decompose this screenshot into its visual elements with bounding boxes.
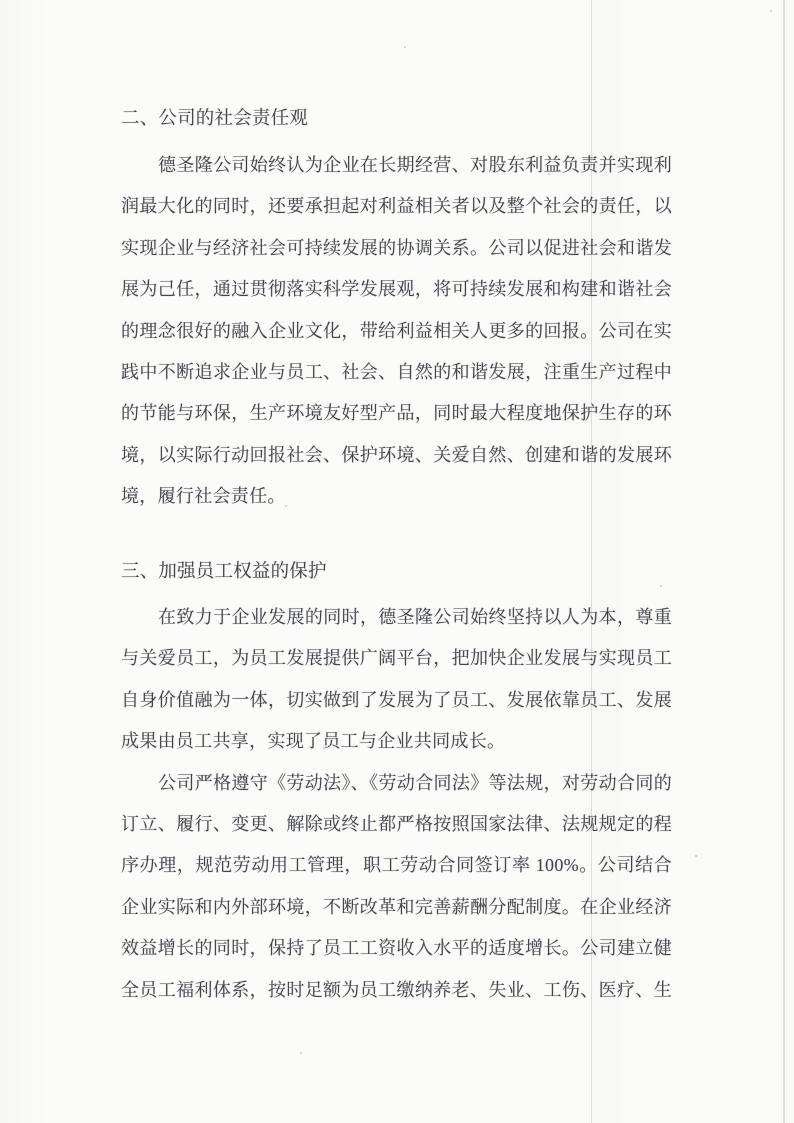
paragraph-line: 企业实际和内外部环境，不断改革和完善薪酬分配制度。在企业经济 [121,896,672,917]
section-heading-employee-rights: 三、加强员工权益的保护 [121,562,327,582]
paragraph-line: 的理念很好的融入企业文化，带给利益相关人更多的回报。公司在实 [121,320,672,341]
section-3-body [121,597,672,1011]
paragraph-line: 践中不断追求企业与员工、社会、自然的和谐发展，注重生产过程中 [121,361,672,382]
paragraph-line: 在致力于企业发展的同时，德圣隆公司始终坚持以人为本，尊重 [158,607,672,627]
paragraph [121,597,672,763]
section-heading-social-responsibility: 二、公司的社会责任观 [121,109,309,129]
paragraph-line: 成果由员工共享，实现了员工与企业共同成长。 [121,731,506,752]
scan-speck [660,585,662,587]
scan-speck [770,10,772,12]
paragraph-line: 德圣隆公司始终认为企业在长期经营、对股东利益负责并实现利 [158,155,672,175]
paragraph-line: 境，履行社会责任。 [121,486,286,507]
paragraph-line: 效益增长的同时，保持了员工工资收入水平的适度增长。公司建立健 [121,938,672,959]
paragraph [121,145,672,518]
section-2-body [121,145,672,518]
paragraph-line: 润最大化的同时，还要承担起对利益相关者以及整个社会的责任，以 [121,196,672,217]
paragraph-line: 全员工福利体系，按时足额为员工缴纳养老、失业、工伤、医疗、生 [121,979,672,1000]
paragraph-line: 序办理，规范劳动用工管理，职工劳动合同签订率 100%。公司结合 [121,855,672,876]
scan-speck [300,1052,302,1054]
paragraph-line: 展为己任，通过贯彻落实科学发展观，将可持续发展和构建和谐社会 [121,279,672,300]
paragraph-line: 实现企业与经济社会可持续发展的协调关系。公司以促进社会和谐发 [121,237,672,258]
paragraph-line: 境，以实际行动回报社会、保护环境、关爱自然、创建和谐的发展环 [121,444,672,465]
scan-speck [695,855,697,857]
paragraph-line: 订立、履行、变更、解除或终止都严格按照国家法律、法规规定的程 [121,813,672,834]
paragraph-line: 自身价值融为一体，切实做到了发展为了员工、发展依靠员工、发展 [121,689,672,710]
paragraph [121,763,672,1011]
paragraph-line: 的节能与环保，生产环境友好型产品，同时最大程度地保护生存的环 [121,403,672,424]
paragraph-line: 与关爱员工，为员工发展提供广阔平台，把加快企业发展与实现员工 [121,648,672,669]
page-edge-shadow [783,0,785,1123]
scan-speck [404,46,406,48]
paragraph-line: 公司严格遵守《劳动法》、《劳动合同法》等法规，对劳动合同的 [158,772,672,793]
